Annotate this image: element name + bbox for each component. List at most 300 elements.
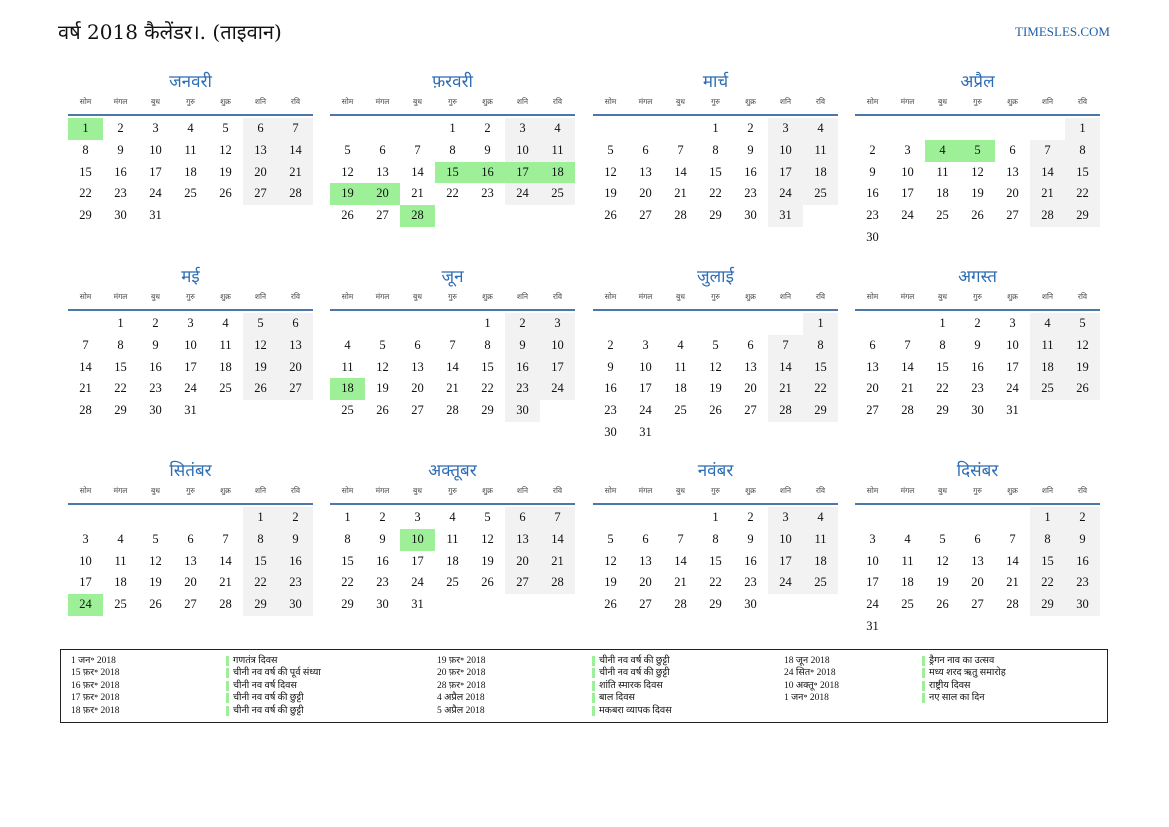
day-cell: 27	[411, 403, 424, 418]
day-cell: 30	[971, 403, 984, 418]
day-cell: 23	[1065, 572, 1100, 594]
weekday-label: सोम	[604, 486, 617, 495]
weekday-label: रवि	[1077, 292, 1088, 301]
day-cell: 22	[709, 186, 722, 201]
month-calendar	[593, 70, 838, 227]
weekday-label: शनि	[1041, 486, 1054, 495]
day-cell: 21	[768, 378, 803, 400]
empty-cell	[365, 313, 400, 335]
empty-cell	[855, 507, 890, 529]
day-cell: 25	[901, 597, 914, 612]
day-cell: 13	[505, 529, 540, 551]
day-cell: 21	[278, 162, 313, 184]
day-cell: 19	[219, 164, 232, 179]
day-cell: 22	[341, 575, 354, 590]
holiday-day-cell: 10	[400, 529, 435, 551]
weekday-label: रवि	[815, 97, 826, 106]
day-cell: 5	[1065, 313, 1100, 335]
legend-holiday-name: चीनी नव वर्ष की छुट्टी	[592, 656, 670, 666]
weekday-label: मंगल	[900, 292, 915, 301]
holiday-day-cell: 19	[330, 183, 365, 205]
day-cell: 1	[712, 510, 719, 524]
day-cell: 1	[484, 316, 491, 330]
day-cell: 6	[642, 531, 649, 546]
holiday-day-cell: 1	[68, 118, 103, 140]
weekday-label: गुरु	[711, 292, 720, 301]
empty-cell	[330, 118, 365, 140]
day-cell: 14	[219, 553, 232, 568]
day-cell: 11	[184, 142, 197, 157]
weekday-header	[593, 483, 838, 499]
day-cell: 13	[971, 553, 984, 568]
empty-cell	[663, 313, 698, 335]
day-cell: 17	[639, 381, 652, 396]
day-cell: 10	[639, 359, 652, 374]
day-cell: 16	[149, 359, 162, 374]
weekday-header	[68, 289, 313, 305]
day-cell: 14	[446, 359, 459, 374]
weekday-header	[68, 94, 313, 110]
weekday-label: सोम	[341, 486, 354, 495]
day-cell: 28	[674, 597, 687, 612]
day-cell: 6	[1009, 142, 1016, 157]
day-cell: 2	[607, 337, 614, 352]
month-name: जनवरी	[169, 72, 212, 92]
day-cell: 15	[709, 553, 722, 568]
empty-cell	[960, 507, 995, 529]
weekday-label: बुध	[938, 292, 947, 301]
day-cell: 5	[607, 531, 614, 546]
day-cell: 13	[639, 164, 652, 179]
month-name: जुलाई	[697, 267, 734, 287]
day-cell: 9	[1065, 529, 1100, 551]
day-cell: 29	[243, 594, 278, 616]
day-cell: 4	[803, 507, 838, 529]
day-cell: 29	[1065, 205, 1100, 227]
day-cell: 15	[114, 359, 127, 374]
legend-holiday-name: मकबरा व्यापक दिवस	[592, 706, 672, 716]
weekday-label: सोम	[341, 97, 354, 106]
holiday-day-cell: 16	[470, 162, 505, 184]
day-cell: 23	[481, 186, 494, 201]
weekday-label: गुरु	[448, 292, 457, 301]
month-calendar	[593, 459, 838, 616]
day-cell: 28	[79, 403, 92, 418]
weekday-label: बुध	[676, 292, 685, 301]
day-cell: 2	[505, 313, 540, 335]
day-cell: 20	[1006, 186, 1019, 201]
day-cell: 15	[1065, 162, 1100, 184]
day-cell: 1	[712, 121, 719, 135]
legend-row	[71, 667, 321, 679]
day-cell: 17	[540, 357, 575, 379]
weekday-label: सोम	[604, 292, 617, 301]
month-name: फ़रवरी	[432, 72, 473, 92]
weekday-label: बुध	[151, 292, 160, 301]
day-cell: 23	[604, 403, 617, 418]
day-cell: 14	[278, 140, 313, 162]
divider	[68, 114, 313, 116]
day-cell: 26	[604, 208, 617, 223]
day-cell: 7	[677, 142, 684, 157]
legend-date: 20 फ़र॰ 2018	[437, 668, 486, 679]
day-cell: 15	[243, 551, 278, 573]
month-calendar	[855, 70, 1100, 249]
legend-holiday-name: राष्ट्रीय दिवस	[922, 681, 970, 691]
day-cell: 25	[446, 575, 459, 590]
day-cell: 28	[219, 597, 232, 612]
day-cell: 2	[747, 510, 754, 524]
day-cell: 19	[243, 357, 278, 379]
day-cell: 21	[446, 381, 459, 396]
day-cell: 4	[117, 531, 124, 546]
day-cell: 12	[709, 359, 722, 374]
legend-date: 16 फ़र॰ 2018	[71, 680, 120, 691]
legend-date: 1 जन॰ 2018	[784, 693, 829, 704]
day-cell: 29	[481, 403, 494, 418]
day-cell: 7	[82, 337, 89, 352]
legend-holiday-name: ड्रैगन नाव का उत्सव	[922, 656, 994, 666]
day-cell: 11	[341, 359, 354, 374]
day-cell: 17	[149, 164, 162, 179]
day-cell: 27	[376, 208, 389, 223]
day-cell: 15	[341, 553, 354, 568]
weekday-label: गुरु	[186, 292, 195, 301]
weekday-label: शुक्र	[745, 292, 756, 301]
legend-column	[784, 655, 1006, 705]
day-cell: 9	[505, 335, 540, 357]
month-calendar	[330, 265, 575, 422]
day-cell: 3	[642, 337, 649, 352]
weekday-label: गुरु	[186, 97, 195, 106]
day-cell: 24	[184, 381, 197, 396]
day-cell: 11	[803, 529, 838, 551]
day-cell: 3	[768, 507, 803, 529]
day-cell: 5	[222, 121, 229, 135]
day-cell: 9	[607, 359, 614, 374]
day-cell: 23	[505, 378, 540, 400]
day-cell: 20	[744, 381, 757, 396]
day-cell: 27	[639, 208, 652, 223]
day-cell: 5	[379, 337, 386, 352]
day-cell: 25	[936, 208, 949, 223]
day-cell: 31	[1006, 403, 1019, 418]
day-cell: 11	[674, 359, 687, 374]
day-cell: 18	[1030, 357, 1065, 379]
day-cell: 8	[712, 142, 719, 157]
divider	[855, 503, 1100, 505]
legend-row	[437, 667, 672, 679]
weekday-label: सोम	[866, 292, 879, 301]
day-cell: 7	[222, 531, 229, 546]
weekday-label: शनि	[779, 292, 792, 301]
day-cell: 31	[639, 424, 652, 439]
day-cell: 20	[184, 575, 197, 590]
day-cell: 29	[803, 400, 838, 422]
day-cell: 7	[449, 337, 456, 352]
day-cell: 26	[149, 597, 162, 612]
day-cell: 17	[768, 162, 803, 184]
day-cell: 29	[936, 403, 949, 418]
day-cell: 26	[604, 597, 617, 612]
weekday-label: शनि	[779, 97, 792, 106]
day-cell: 11	[1030, 335, 1065, 357]
day-cell: 5	[939, 531, 946, 546]
day-cell: 24	[540, 378, 575, 400]
weekday-header	[855, 483, 1100, 499]
day-cell: 6	[414, 337, 421, 352]
day-cell: 10	[79, 553, 92, 568]
day-cell: 29	[1030, 594, 1065, 616]
legend-row	[437, 692, 672, 704]
weekday-label: शुक्र	[482, 292, 493, 301]
holiday-day-cell: 17	[505, 162, 540, 184]
day-cell: 27	[1006, 208, 1019, 223]
day-cell: 21	[411, 186, 424, 201]
legend-row	[437, 680, 672, 692]
day-cell: 29	[341, 597, 354, 612]
day-cell: 1	[449, 121, 456, 135]
day-cell: 17	[79, 575, 92, 590]
day-cell: 23	[376, 575, 389, 590]
legend-row	[784, 655, 1006, 667]
weekday-header	[593, 289, 838, 305]
day-cell: 11	[803, 140, 838, 162]
weekday-label: शुक्र	[220, 292, 231, 301]
month-name: जून	[441, 267, 464, 287]
legend-date: 5 अप्रैल 2018	[437, 705, 485, 716]
day-cell: 24	[901, 208, 914, 223]
day-cell: 19	[149, 575, 162, 590]
empty-cell	[138, 507, 173, 529]
day-cell: 1	[1065, 118, 1100, 140]
day-cell: 22	[709, 575, 722, 590]
weekday-label: मंगल	[375, 97, 390, 106]
holiday-day-cell: 18	[540, 162, 575, 184]
day-cell: 16	[376, 553, 389, 568]
day-cell: 1	[117, 316, 124, 330]
day-cell: 13	[184, 553, 197, 568]
weekday-label: सोम	[79, 486, 92, 495]
month-name: मार्च	[702, 72, 729, 92]
day-cell: 24	[1006, 381, 1019, 396]
weekday-label: रवि	[290, 486, 301, 495]
weekday-label: मंगल	[638, 292, 653, 301]
day-cell: 25	[184, 186, 197, 201]
day-cell: 12	[1065, 335, 1100, 357]
weekday-label: बुध	[676, 486, 685, 495]
day-cell: 6	[974, 531, 981, 546]
day-cell: 5	[607, 142, 614, 157]
day-cell: 3	[768, 118, 803, 140]
legend-holiday-name: चीनी नव वर्ष की छुट्टी	[592, 668, 670, 678]
day-cell: 16	[971, 359, 984, 374]
day-cell: 13	[278, 335, 313, 357]
day-cell: 9	[152, 337, 159, 352]
legend-row	[437, 655, 672, 667]
site-link[interactable]: TIMESLES.COM	[1015, 24, 1110, 39]
legend-holiday-name: चीनी नव वर्ष की पूर्व संध्या	[226, 668, 321, 678]
day-cell: 14	[901, 359, 914, 374]
day-cell: 2	[1065, 507, 1100, 529]
day-cell: 28	[446, 403, 459, 418]
day-cell: 21	[79, 381, 92, 396]
day-cell: 7	[278, 118, 313, 140]
day-cell: 10	[540, 335, 575, 357]
weekday-label: सोम	[866, 486, 879, 495]
day-cell: 21	[1030, 183, 1065, 205]
day-cell: 1	[939, 316, 946, 330]
legend-holiday-name: मध्य शरद ऋतु समारोह	[922, 668, 1006, 678]
day-cell: 15	[803, 357, 838, 379]
day-cell: 19	[481, 553, 494, 568]
day-cell: 1	[344, 510, 351, 524]
day-cell: 2	[152, 316, 159, 330]
day-cell: 7	[540, 507, 575, 529]
day-cell: 11	[936, 164, 949, 179]
day-cell: 4	[187, 121, 194, 135]
day-grid	[855, 313, 1100, 422]
empty-cell	[960, 118, 995, 140]
day-cell: 22	[936, 381, 949, 396]
day-cell: 11	[446, 531, 459, 546]
day-cell: 25	[674, 403, 687, 418]
day-cell: 5	[243, 313, 278, 335]
day-cell: 26	[971, 208, 984, 223]
legend-row	[784, 680, 1006, 692]
day-cell: 30	[505, 400, 540, 422]
day-cell: 10	[901, 164, 914, 179]
empty-cell	[628, 118, 663, 140]
weekday-label: रवि	[815, 486, 826, 495]
day-cell: 7	[677, 531, 684, 546]
legend-date: 18 जून 2018	[784, 656, 830, 666]
day-cell: 24	[768, 572, 803, 594]
weekday-label: मंगल	[113, 486, 128, 495]
weekday-label: शनि	[516, 97, 529, 106]
holiday-day-cell: 18	[330, 378, 365, 400]
day-cell: 18	[803, 162, 838, 184]
day-cell: 30	[1065, 594, 1100, 616]
day-cell: 4	[344, 337, 351, 352]
empty-cell	[1030, 118, 1065, 140]
day-grid	[855, 118, 1100, 249]
day-cell: 14	[79, 359, 92, 374]
day-grid	[855, 507, 1100, 638]
day-cell: 28	[901, 403, 914, 418]
weekday-label: गुरु	[973, 486, 982, 495]
day-cell: 9	[484, 142, 491, 157]
empty-cell	[925, 118, 960, 140]
legend-holiday-name: गणतंत्र दिवस	[226, 656, 277, 666]
day-cell: 16	[278, 551, 313, 573]
day-grid	[330, 118, 575, 227]
month-name: नवंबर	[697, 461, 734, 481]
holiday-day-cell: 15	[435, 162, 470, 184]
day-cell: 28	[768, 400, 803, 422]
empty-cell	[995, 118, 1030, 140]
legend-date: 4 अप्रैल 2018	[437, 693, 485, 704]
legend-row	[784, 692, 1006, 704]
day-cell: 12	[481, 531, 494, 546]
day-cell: 12	[936, 553, 949, 568]
day-cell: 5	[484, 510, 491, 524]
day-cell: 4	[540, 118, 575, 140]
empty-cell	[593, 118, 628, 140]
day-cell: 14	[1006, 553, 1019, 568]
day-cell: 12	[971, 164, 984, 179]
day-cell: 5	[712, 337, 719, 352]
day-cell: 16	[744, 164, 757, 179]
empty-cell	[68, 507, 103, 529]
day-cell: 12	[604, 553, 617, 568]
day-cell: 23	[149, 381, 162, 396]
day-cell: 16	[744, 553, 757, 568]
day-cell: 8	[939, 337, 946, 352]
day-cell: 19	[1065, 357, 1100, 379]
weekday-label: शुक्र	[220, 97, 231, 106]
divider	[593, 114, 838, 116]
weekday-header	[330, 94, 575, 110]
month-name: अगस्त	[958, 267, 997, 287]
holiday-day-cell: 5	[960, 140, 995, 162]
weekday-label: बुध	[413, 486, 422, 495]
day-cell: 27	[243, 183, 278, 205]
day-cell: 2	[747, 121, 754, 135]
divider	[330, 503, 575, 505]
weekday-header	[68, 483, 313, 499]
day-cell: 21	[674, 575, 687, 590]
weekday-label: शनि	[254, 97, 267, 106]
day-cell: 28	[540, 572, 575, 594]
day-grid	[330, 313, 575, 422]
month-calendar	[68, 459, 313, 616]
day-cell: 21	[674, 186, 687, 201]
day-cell: 29	[114, 403, 127, 418]
day-cell: 25	[219, 381, 232, 396]
empty-cell	[435, 313, 470, 335]
day-cell: 1	[803, 313, 838, 335]
weekday-label: रवि	[1077, 97, 1088, 106]
day-cell: 3	[540, 313, 575, 335]
day-cell: 20	[411, 381, 424, 396]
weekday-label: शुक्र	[1007, 97, 1018, 106]
weekday-header	[855, 289, 1100, 305]
day-cell: 24	[639, 403, 652, 418]
day-cell: 8	[344, 531, 351, 546]
day-cell: 12	[243, 335, 278, 357]
day-cell: 10	[149, 142, 162, 157]
day-cell: 2	[484, 121, 491, 135]
weekday-label: शुक्र	[482, 97, 493, 106]
day-cell: 25	[803, 572, 838, 594]
legend-column	[71, 655, 321, 717]
divider	[855, 114, 1100, 116]
day-cell: 16	[114, 164, 127, 179]
day-cell: 12	[149, 553, 162, 568]
day-cell: 22	[481, 381, 494, 396]
day-cell: 6	[505, 507, 540, 529]
day-cell: 22	[1065, 183, 1100, 205]
day-cell: 25	[1030, 378, 1065, 400]
divider	[593, 503, 838, 505]
empty-cell	[768, 313, 803, 335]
day-cell: 27	[639, 597, 652, 612]
weekday-label: रवि	[1077, 486, 1088, 495]
empty-cell	[925, 507, 960, 529]
day-cell: 3	[1009, 316, 1016, 330]
day-cell: 15	[79, 164, 92, 179]
